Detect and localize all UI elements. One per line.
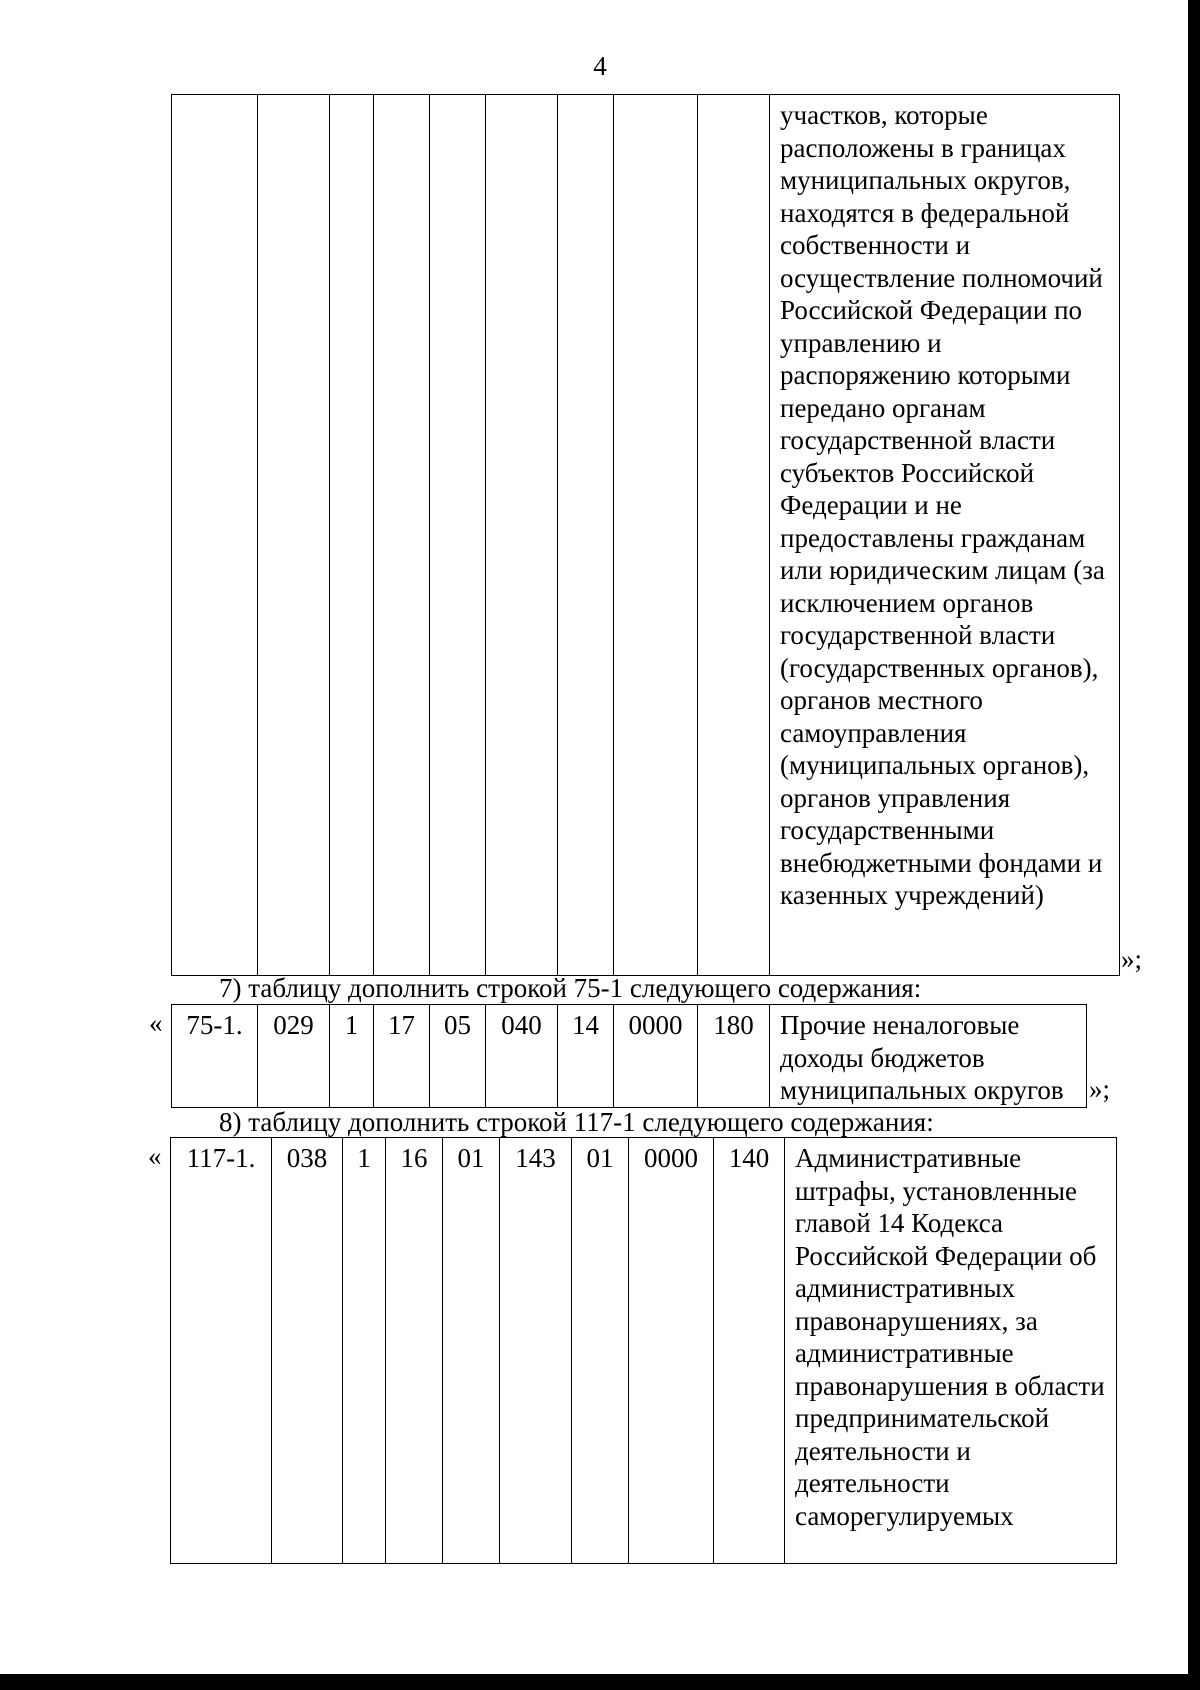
- cell-subgroup: 17: [374, 1005, 430, 1108]
- cell-article: [430, 95, 486, 976]
- close-quote: »;: [1089, 1074, 1111, 1104]
- cell-description: Прочие неналоговые доходы бюджетов муниципальных округов: [770, 1005, 1087, 1108]
- cell-number: 117-1.: [171, 1138, 272, 1564]
- scan-edge-bottom: [0, 1674, 1200, 1690]
- cell-subarticle: 143: [500, 1138, 572, 1564]
- row-75-1-table: [171, 1004, 1087, 1108]
- table-row: [172, 1005, 1087, 1108]
- scan-edge-right: [1188, 0, 1200, 1690]
- open-quote: «: [149, 1008, 163, 1038]
- cell-group: 1: [330, 1005, 374, 1108]
- cell-number: 75-1.: [172, 1005, 258, 1108]
- cell-subarticle: [486, 95, 558, 976]
- cell-element: 01: [572, 1138, 629, 1564]
- cell-element: [558, 95, 614, 976]
- amendment-8-instruction: 8) таблицу дополнить строкой 117-1 следующего содержания:: [219, 1107, 934, 1137]
- cell-element: 14: [558, 1005, 614, 1108]
- continued-table: [171, 94, 1120, 976]
- row-117-1-table: [170, 1137, 1117, 1564]
- close-quote: »;: [1121, 944, 1143, 974]
- cell-group: 1: [343, 1138, 386, 1564]
- cell-economic: [698, 95, 770, 976]
- cell-article: 05: [430, 1005, 486, 1108]
- cell-number: [172, 95, 258, 976]
- open-quote: «: [148, 1141, 162, 1171]
- cell-economic: 180: [698, 1005, 770, 1108]
- cell-admin-code: 038: [272, 1138, 343, 1564]
- cell-admin-code: 029: [258, 1005, 330, 1108]
- cell-group: [330, 95, 374, 976]
- cell-description: Административные штрафы, установленные главой 14 Кодекса Российской Федерации об административных правонарушениях, за административные правонарушения в области предпринимательской деятельности и деятельности саморегулируемых: [785, 1138, 1117, 1564]
- table-row: [172, 95, 1120, 976]
- page-number: 4: [593, 51, 607, 81]
- cell-admin-code: [258, 95, 330, 976]
- cell-description: участков, которые расположены в границах муниципальных округов, находятся в федеральной собственности и осуществление полномочий Российской Федерации по управлению и распоряжению которыми передано органам государственной власти субъектов Российской Федерации и не предоставлены гражданам или юридическим лицам (за исключением органов государственной власти (государственных органов), органов местного самоуправления (муниципальных органов), органов управления государственными внебюджетными фондами и казенных учреждений): [770, 95, 1120, 976]
- cell-program: 0000: [629, 1138, 714, 1564]
- cell-article: 01: [443, 1138, 500, 1564]
- cell-subgroup: 16: [386, 1138, 443, 1564]
- cell-program: 0000: [614, 1005, 698, 1108]
- cell-subarticle: 040: [486, 1005, 558, 1108]
- table-row: [171, 1138, 1117, 1564]
- cell-economic: 140: [714, 1138, 785, 1564]
- amendment-7-instruction: 7) таблицу дополнить строкой 75-1 следующего содержания:: [219, 973, 922, 1003]
- cell-subgroup: [374, 95, 430, 976]
- cell-program: [614, 95, 698, 976]
